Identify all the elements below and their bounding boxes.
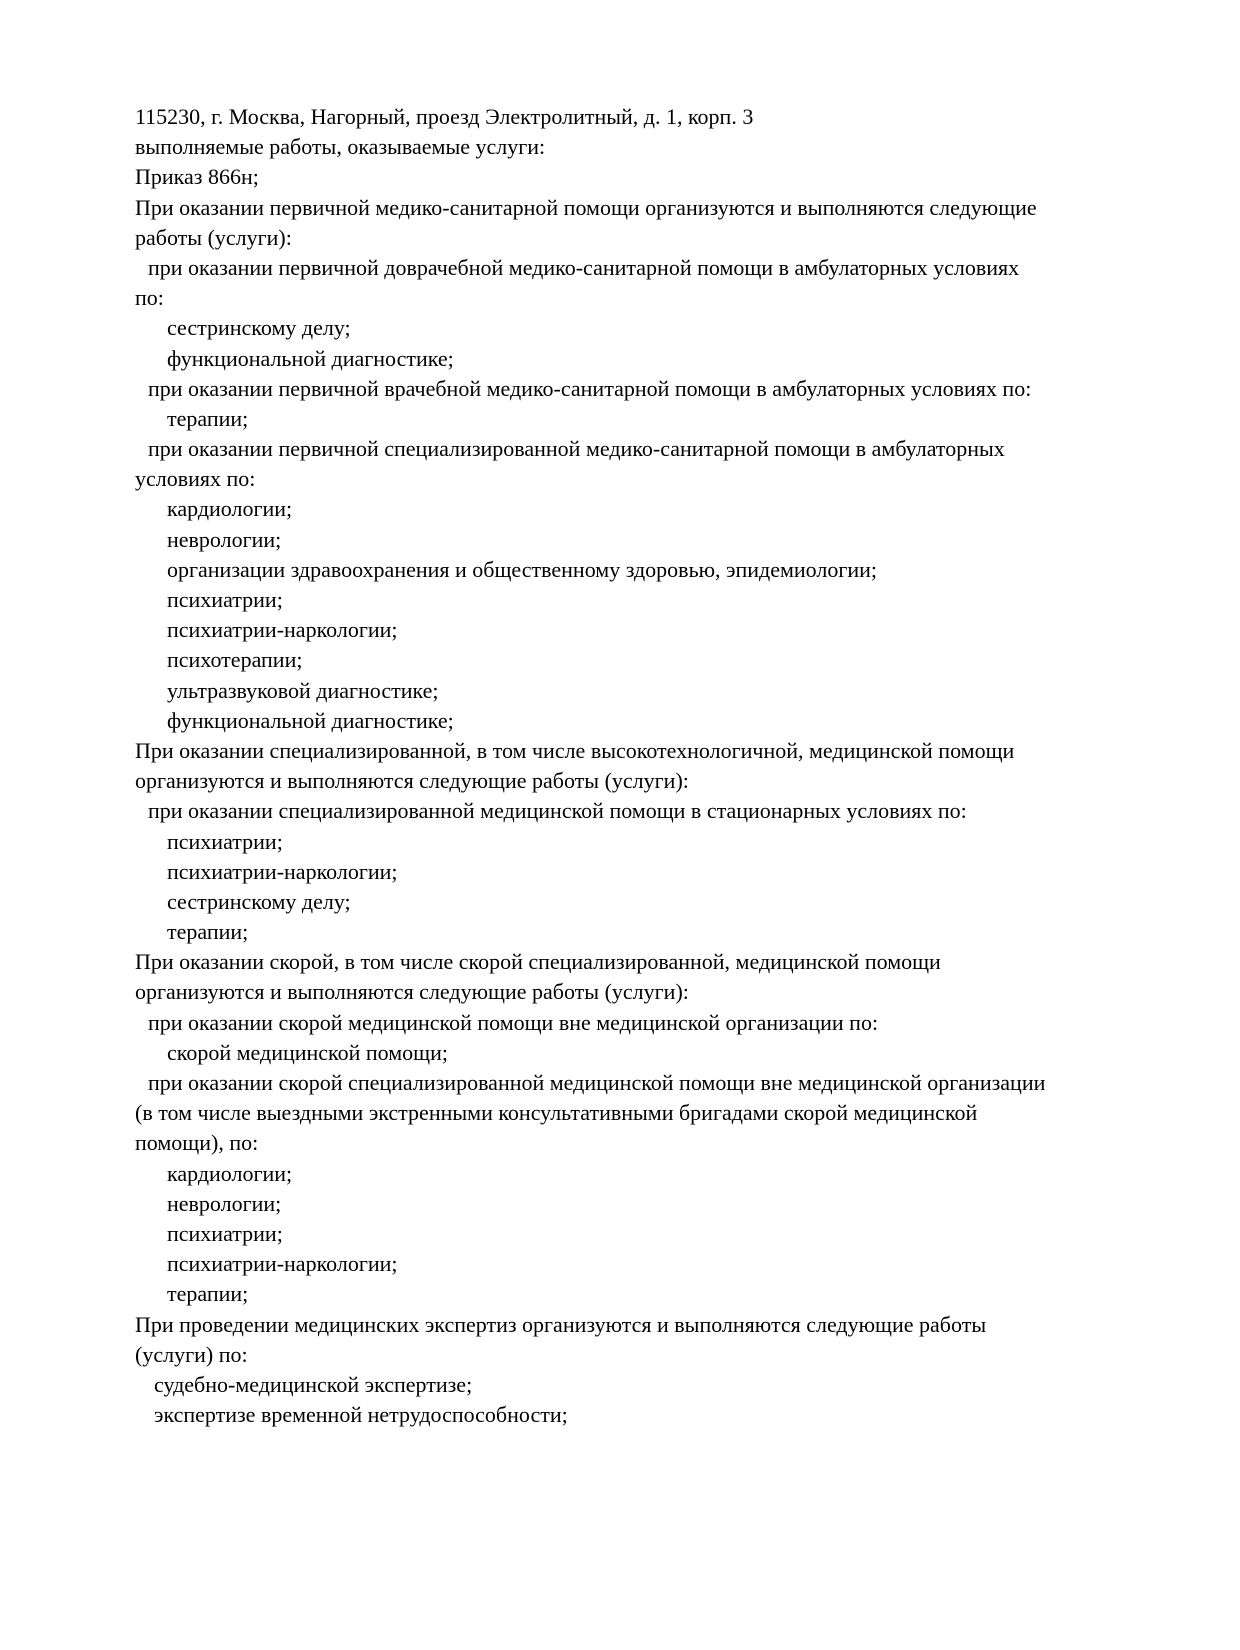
- document-text-block: [135, 102, 1147, 1430]
- text-line: сестринскому делу;: [167, 888, 351, 914]
- text-line: кардиологии;: [167, 1160, 293, 1186]
- text-line: сестринскому делу;: [167, 315, 351, 341]
- text-line: при оказании скорой специализированной медицинской помощи вне медицинской организации: [148, 1070, 1046, 1095]
- text-line: При оказании скорой, в том числе скорой специализированной, медицинской помощи: [135, 949, 941, 975]
- text-line: психиатрии-наркологии;: [167, 1251, 398, 1277]
- text-line: организации здравоохранения и общественному здоровью, эпидемиологии;: [167, 556, 878, 582]
- text-line: при оказании первичной врачебной медико-санитарной помощи в амбулаторных условиях по:: [148, 375, 1032, 401]
- text-line: психиатрии-наркологии;: [167, 858, 398, 884]
- text-line: психотерапии;: [167, 647, 303, 673]
- text-line: кардиологии;: [167, 496, 293, 522]
- text-line: Приказ 866н;: [135, 164, 259, 190]
- text-line: психиатрии;: [167, 587, 283, 612]
- text-line: психиатрии;: [167, 828, 283, 854]
- text-line: экспертизе временной нетрудоспособности;: [154, 1402, 568, 1428]
- text-line: при оказании специализированной медицинской помощи в стационарных условиях по:: [148, 798, 967, 824]
- text-line: при оказании первичной специализированной медико-санитарной помощи в амбулаторных: [148, 436, 1005, 462]
- text-line: неврологии;: [167, 526, 282, 552]
- text-line: При оказании первичной медико-санитарной помощи организуются и выполняются следующие: [135, 194, 1037, 220]
- text-line: функциональной диагностике;: [167, 707, 454, 733]
- text-line: организуются и выполняются следующие работы (услуги):: [135, 768, 689, 794]
- text-line: терапии;: [167, 405, 249, 431]
- text-line: работы (услуги):: [135, 224, 292, 250]
- text-line: выполняемые работы, оказываемые услуги:: [135, 134, 546, 160]
- text-line: скорой медицинской помощи;: [167, 1039, 449, 1065]
- text-line: 115230, г. Москва, Нагорный, проезд Электролитный, д. 1, корп. 3: [135, 104, 754, 129]
- text-line: ультразвуковой диагностике;: [167, 677, 439, 703]
- text-line: при оказании первичной доврачебной медико-санитарной помощи в амбулаторных условиях: [148, 254, 1020, 280]
- text-line: терапии;: [167, 919, 249, 945]
- text-line: при оказании скорой медицинской помощи вне медицинской организации по:: [148, 1009, 879, 1035]
- text-line: по:: [135, 285, 164, 311]
- text-line: психиатрии;: [167, 1220, 283, 1246]
- text-line: При проведении медицинских экспертиз организуются и выполняются следующие работы: [135, 1311, 987, 1337]
- text-line: психиатрии-наркологии;: [167, 617, 398, 643]
- text-line: неврологии;: [167, 1190, 282, 1216]
- text-line: (услуги) по:: [135, 1341, 248, 1367]
- text-line: условиях по:: [135, 466, 256, 492]
- text-line: организуются и выполняются следующие работы (услуги):: [135, 979, 689, 1005]
- text-line: судебно-медицинской экспертизе;: [154, 1371, 473, 1397]
- text-line: помощи), по:: [135, 1130, 259, 1156]
- text-line: терапии;: [167, 1281, 249, 1307]
- text-line: При оказании специализированной, в том числе высокотехнологичной, медицинской помощи: [135, 737, 1015, 763]
- text-line: функциональной диагностике;: [167, 345, 454, 371]
- text-line: (в том числе выездными экстренными консультативными бригадами скорой медицинской: [135, 1100, 978, 1126]
